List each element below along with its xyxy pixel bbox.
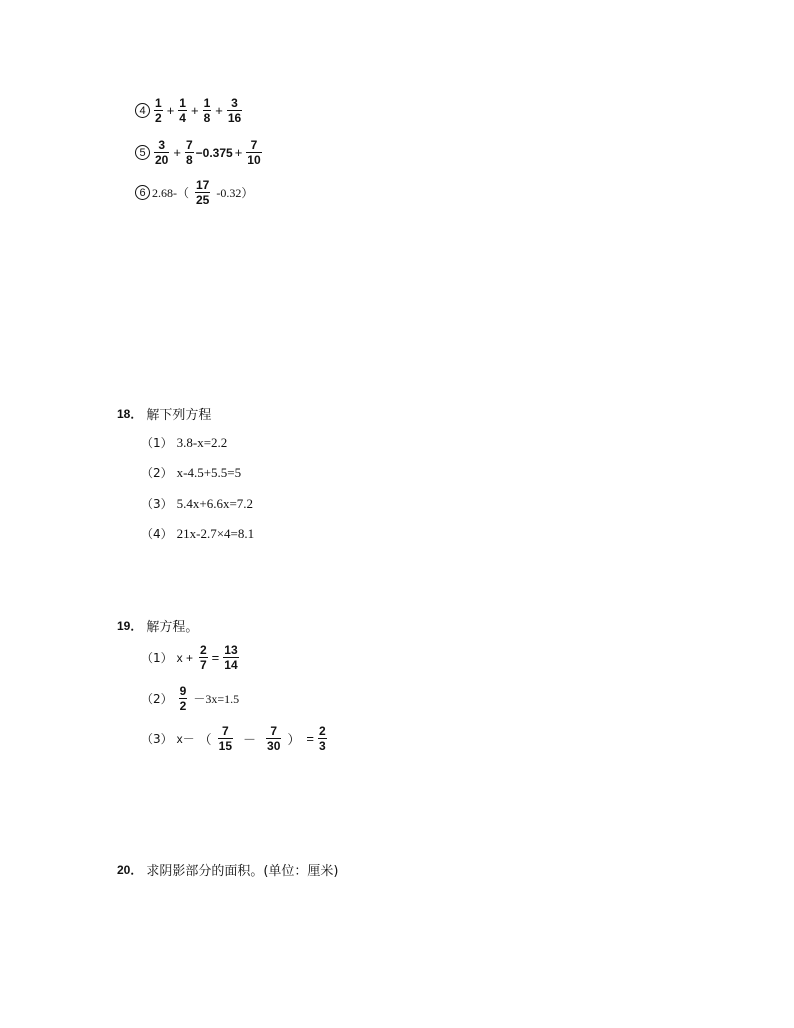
q18-item2 <box>141 464 241 481</box>
q20-heading <box>117 860 339 879</box>
item-marker-5: 5 <box>135 145 150 160</box>
expression-tail: －3x=1.5 <box>193 692 240 706</box>
fraction: $\frac{7}{8}$ <box>185 138 193 167</box>
fraction: $\frac{3}{20}$ <box>155 138 169 167</box>
question-number: 20． <box>117 863 143 877</box>
q18-heading <box>117 404 211 423</box>
item-label: （3） <box>141 732 173 746</box>
equation: 21x-2.7×4=8.1 <box>176 525 255 541</box>
fraction: $\frac{7}{10}$ <box>247 138 261 167</box>
fraction: $\frac{7}{15}$ <box>218 724 233 753</box>
item-marker-6: 6 <box>135 185 150 200</box>
item-label: （2） <box>141 466 173 480</box>
fraction: $\frac{1}{8}$ <box>203 96 211 125</box>
operator: + <box>215 103 223 118</box>
fraction: $\frac{9}{2}$ <box>179 684 187 713</box>
q18-item3 <box>141 495 253 512</box>
item-label: （1） <box>141 651 173 665</box>
q19-item3 <box>141 724 329 753</box>
question-number: 19． <box>117 619 143 633</box>
question-title: 求阴影部分的面积。(单位：厘米) <box>146 864 339 879</box>
expression-lead: x + <box>176 650 193 665</box>
fraction: $\frac{2}{3}$ <box>319 724 326 753</box>
fraction: $\frac{1}{4}$ <box>179 96 186 125</box>
item-label: （3） <box>141 497 173 511</box>
operator: + <box>166 103 175 118</box>
expression-lead: 2.68-（ <box>152 186 189 200</box>
question-title: 解下列方程 <box>146 408 212 423</box>
q19-item2 <box>141 684 239 713</box>
equation: 5.4x+6.6x=7.2 <box>176 495 254 511</box>
operator: + <box>173 145 181 160</box>
q17-item4 <box>135 96 244 125</box>
right-paren: ） <box>287 733 301 748</box>
q17-item6 <box>135 178 253 207</box>
left-paren: （ <box>198 733 212 748</box>
fraction: $\frac{7}{30}$ <box>267 724 281 753</box>
q18-item4 <box>141 525 254 542</box>
operator: + <box>234 145 243 160</box>
q19-heading <box>117 616 198 635</box>
fraction: $\frac{2}{7}$ <box>199 643 207 672</box>
question-number: 18． <box>117 407 143 421</box>
item-label: （2） <box>141 692 173 706</box>
q19-item1 <box>141 643 241 672</box>
fraction: $\frac{17}{25}$ <box>196 178 210 207</box>
question-title: 解方程。 <box>146 620 199 635</box>
q17-item5 <box>135 138 264 167</box>
equation: 3.8-x=2.2 <box>176 434 228 450</box>
q18-item1 <box>141 434 227 451</box>
decimal-term: −0.375 <box>195 145 233 160</box>
operator: + <box>190 103 199 118</box>
expression-lead: x－ <box>176 732 195 746</box>
equals-sign: = <box>306 731 315 746</box>
fraction: $\frac{13}{14}$ <box>224 643 238 672</box>
fraction: $\frac{1}{2}$ <box>155 96 162 125</box>
item-label: （1） <box>141 436 173 450</box>
fraction: $\frac{3}{16}$ <box>227 96 242 125</box>
equation: x-4.5+5.5=5 <box>176 464 242 480</box>
minus-sign: － <box>243 732 257 747</box>
equals-sign: = <box>211 650 220 665</box>
item-label: （4） <box>141 527 173 541</box>
item-marker-4: 4 <box>135 103 150 118</box>
expression-tail: -0.32） <box>216 186 254 200</box>
